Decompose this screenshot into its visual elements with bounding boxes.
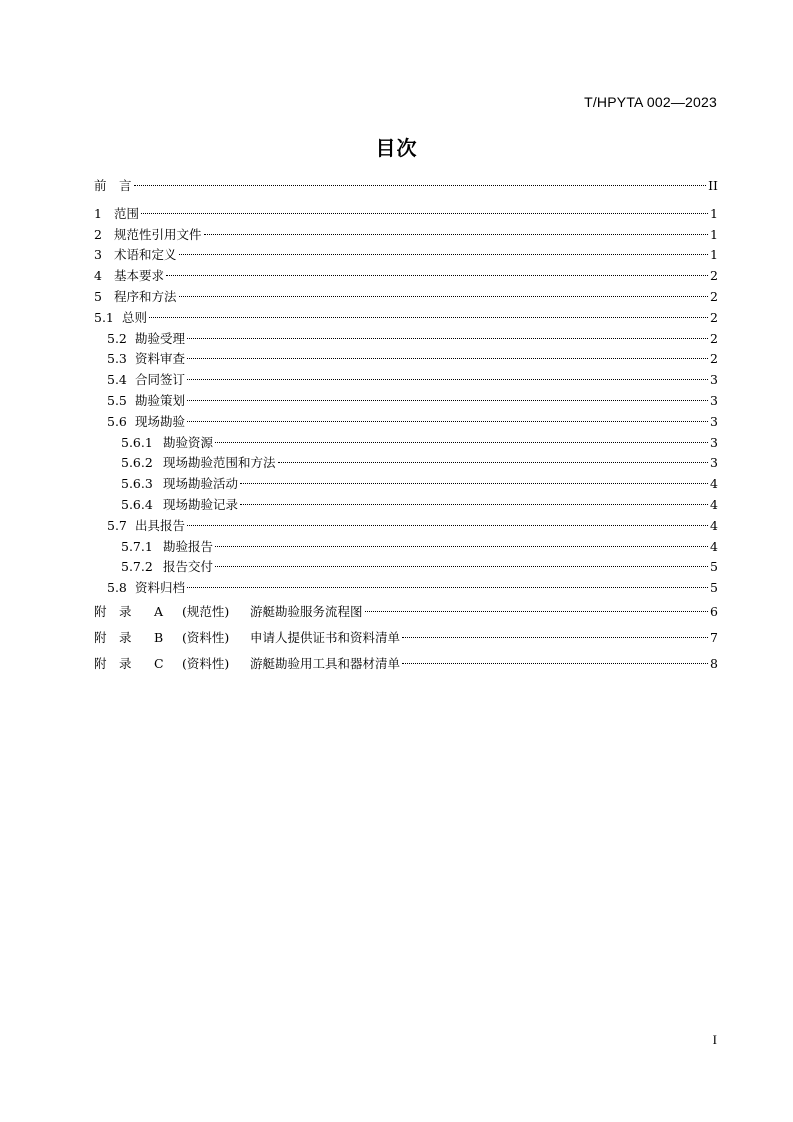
toc-entry-label: 勘验策划: [135, 392, 186, 408]
toc-entry-page: 1: [710, 247, 718, 263]
toc-entry-page: 5: [710, 559, 718, 575]
toc-entry-number: 4: [94, 268, 102, 284]
toc-entry-label: 出具报告: [135, 517, 186, 533]
toc-entry-page: 4: [710, 517, 718, 533]
toc-entry-label: 现场勘验: [135, 413, 186, 429]
toc-entry-page: 6: [710, 603, 718, 619]
toc-entry-label: 现场勘验活动: [163, 476, 239, 492]
dot-leader: [187, 525, 708, 526]
toc-entry[interactable]: [94, 329, 718, 350]
toc-entry-label: 报告交付: [163, 559, 214, 575]
toc-entry-page: II: [708, 178, 718, 193]
toc-entry-label: 术语和定义: [114, 247, 177, 263]
toc-entry-page: 2: [710, 268, 718, 284]
toc-entry-number: 5.7.2: [121, 559, 153, 575]
dot-leader: [240, 483, 708, 484]
toc-entry-number: 5.1: [94, 309, 114, 325]
toc-entry-label: 资料归档: [135, 580, 186, 596]
toc-entry[interactable]: [94, 516, 718, 537]
dot-leader: [215, 442, 708, 443]
toc-entry-number: 5: [94, 288, 102, 304]
toc-entry-page: 1: [710, 226, 718, 242]
toc-entry-page: 1: [710, 205, 718, 221]
toc-entry[interactable]: [94, 474, 718, 495]
toc-entry[interactable]: [94, 412, 718, 433]
dot-leader: [141, 213, 708, 214]
toc-appendix-b[interactable]: [94, 625, 718, 651]
toc-entry-number: 5.7.1: [121, 538, 153, 554]
dot-leader: [278, 462, 708, 463]
toc-entry-number: 2: [94, 226, 102, 242]
toc-entry-label: 资料审查: [135, 351, 186, 367]
dot-leader: [402, 637, 708, 638]
toc-entry-page: 7: [710, 629, 718, 645]
toc-entry[interactable]: [94, 578, 718, 599]
appendix-kind: (资料性): [182, 655, 230, 671]
toc-appendix-c[interactable]: [94, 651, 718, 677]
toc-entry-label: 程序和方法: [114, 288, 177, 304]
toc-entry-page: 3: [710, 455, 718, 471]
toc-entry-label: 勘验受理: [135, 330, 186, 346]
appendix-letter: A: [154, 603, 164, 619]
toc-entry[interactable]: [94, 557, 718, 578]
toc-entry-number: 3: [94, 247, 102, 263]
toc-entry[interactable]: [94, 391, 718, 412]
toc-entry-label: 总则: [122, 309, 148, 325]
toc-entry-label: 范围: [114, 205, 140, 221]
toc-entry[interactable]: [94, 495, 718, 516]
toc-entry-number: 5.5: [107, 392, 127, 408]
dot-leader: [240, 504, 708, 505]
toc-entry-page: 3: [710, 413, 718, 429]
toc-entry[interactable]: [94, 537, 718, 558]
appendix-title: 游艇勘验服务流程图: [250, 603, 363, 619]
appendix-word: 附 录: [94, 603, 132, 619]
toc-entry[interactable]: [94, 225, 718, 246]
toc-entry-label: 现场勘验范围和方法: [163, 455, 276, 471]
toc-entry-page: 4: [710, 476, 718, 492]
toc-entry-page: 3: [710, 434, 718, 450]
toc-entry[interactable]: [94, 308, 718, 329]
toc-entry-number: 5.2: [107, 330, 127, 346]
appendix-word: 附 录: [94, 655, 132, 671]
dot-leader: [187, 400, 708, 401]
dot-leader: [204, 234, 708, 235]
appendix-kind: (规范性): [182, 603, 230, 619]
toc-entry-number: 5.4: [107, 372, 127, 388]
toc-entry-page: 2: [710, 288, 718, 304]
toc-entry-label: 合同签订: [135, 372, 186, 388]
toc-entry-foreword[interactable]: [94, 176, 718, 197]
toc-entry[interactable]: [94, 266, 718, 287]
toc-entry-number: 5.8: [107, 580, 127, 596]
dot-leader: [215, 566, 708, 567]
toc-entry-number: 5.6.2: [121, 455, 153, 471]
toc-entry-page: 8: [710, 655, 718, 671]
dot-leader: [149, 317, 708, 318]
dot-leader: [187, 379, 708, 380]
toc-entry-number: 5.6.1: [121, 434, 153, 450]
dot-leader: [365, 611, 708, 612]
toc-entry[interactable]: [94, 433, 718, 454]
footer-page-number: I: [712, 1032, 717, 1047]
dot-leader: [187, 358, 708, 359]
toc-entry[interactable]: [94, 245, 718, 266]
toc-entry-page: 2: [710, 309, 718, 325]
toc-entry-number: 5.3: [107, 351, 127, 367]
toc-entry-label: 勘验资源: [163, 434, 214, 450]
toc-entry-page: 3: [710, 372, 718, 388]
appendix-letter: C: [154, 655, 164, 671]
appendix-word: 附 录: [94, 629, 132, 645]
toc-entry[interactable]: [94, 370, 718, 391]
toc-entry[interactable]: [94, 349, 718, 370]
dot-leader: [179, 296, 708, 297]
dot-leader: [179, 254, 708, 255]
toc-entry[interactable]: [94, 453, 718, 474]
dot-leader: [215, 546, 708, 547]
toc-entry-page: 5: [710, 580, 718, 596]
appendix-letter: B: [154, 629, 164, 645]
dot-leader: [187, 587, 708, 588]
toc-entry-page: 2: [710, 351, 718, 367]
dot-leader: [187, 421, 708, 422]
appendix-kind: (资料性): [182, 629, 230, 645]
toc-entry-page: 2: [710, 330, 718, 346]
toc-entry-page: 4: [710, 496, 718, 512]
toc-entry-label: 基本要求: [114, 268, 165, 284]
appendix-title: 游艇勘验用工具和器材清单: [250, 655, 401, 671]
toc-entry-page: 3: [710, 392, 718, 408]
toc-entry-number: 1: [94, 205, 102, 221]
toc-entry-number: 5.7: [107, 517, 127, 533]
toc-entry[interactable]: [94, 287, 718, 308]
toc-entry-number: 5.6: [107, 413, 127, 429]
toc-entry-number: 5.6.4: [121, 496, 153, 512]
toc-entry[interactable]: [94, 204, 718, 225]
toc-entry-label: 勘验报告: [163, 538, 214, 554]
dot-leader: [166, 275, 708, 276]
dot-leader: [187, 338, 708, 339]
dot-leader: [134, 185, 707, 186]
toc-entry-label: 现场勘验记录: [163, 496, 239, 512]
dot-leader: [402, 663, 708, 664]
document-code: T/HPYTA 002—2023: [584, 94, 717, 110]
appendix-title: 申请人提供证书和资料清单: [250, 629, 401, 645]
table-of-contents: [94, 176, 718, 677]
toc-entry-page: 4: [710, 538, 718, 554]
toc-appendix-a[interactable]: [94, 599, 718, 625]
page-title: 目次: [375, 136, 418, 160]
toc-entry-label: 前 言: [94, 178, 132, 193]
toc-entry-label: 规范性引用文件: [114, 226, 202, 242]
toc-entry-number: 5.6.3: [121, 476, 153, 492]
